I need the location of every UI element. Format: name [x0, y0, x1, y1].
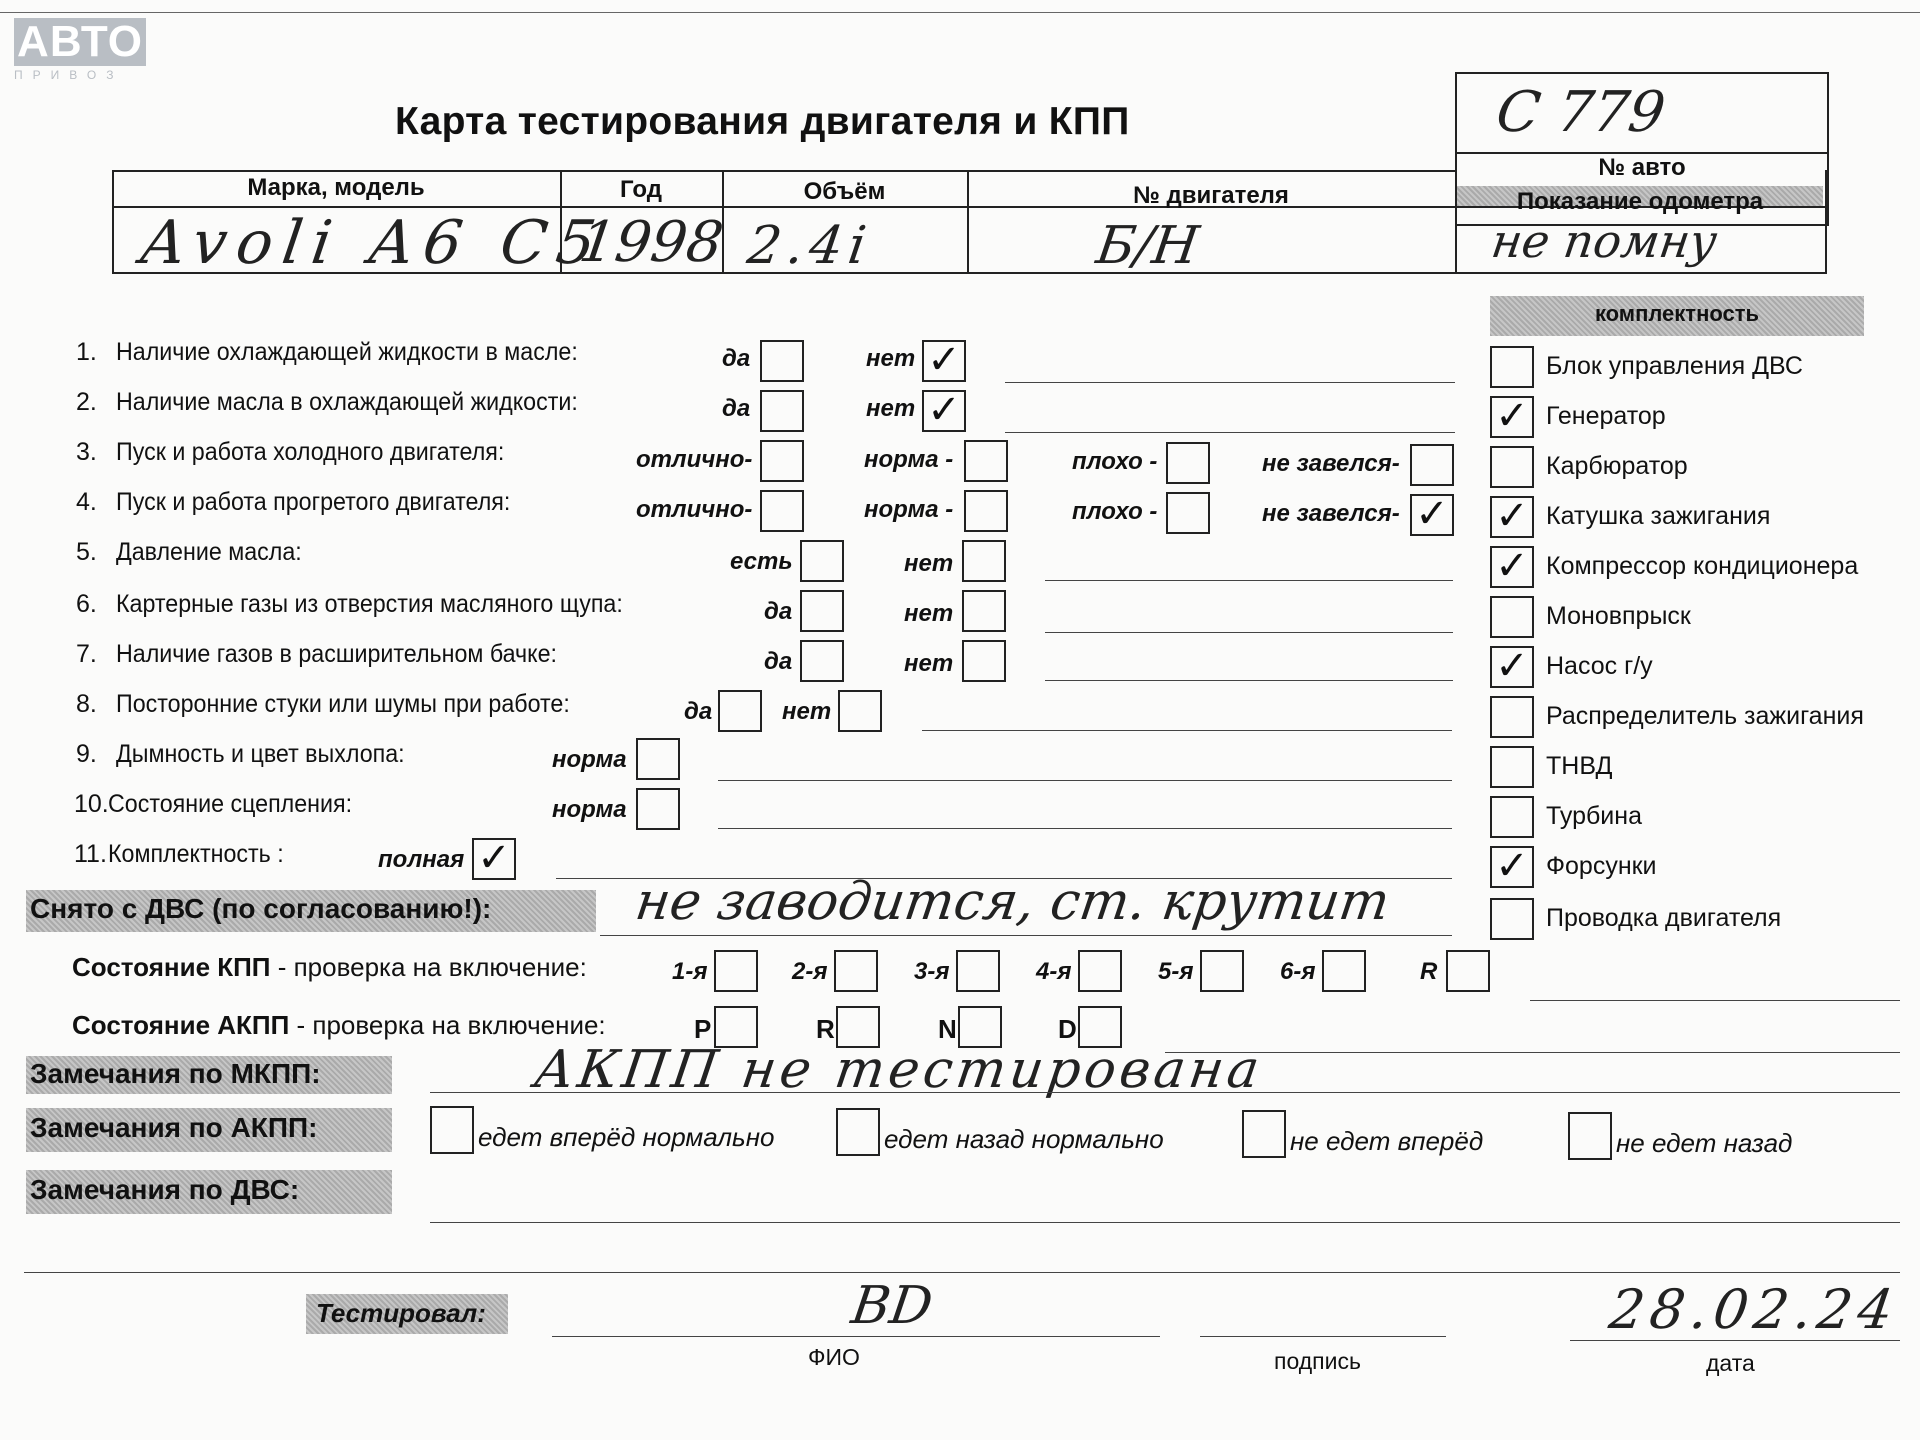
kit-item-11-label: Форсунки — [1546, 852, 1657, 880]
header-volume-label: Объём — [803, 178, 886, 205]
header-table — [112, 170, 1825, 278]
logo — [14, 17, 148, 82]
kpp-gear-7-label: R — [1420, 958, 1438, 985]
akpp-label-title: Состояние АКПП — [72, 1010, 290, 1040]
q1-no-checkbox[interactable]: ✓ — [922, 340, 966, 382]
q8-no-checkbox[interactable] — [838, 690, 882, 732]
question-5-text: Давление масла: — [116, 538, 302, 566]
q7-yes-checkbox[interactable] — [800, 640, 844, 682]
kpp-gear-1-label: 1-я — [672, 958, 708, 985]
kit-item-7-label: Насос г/у — [1546, 652, 1653, 680]
header-odometer-value: не помну — [1488, 214, 1721, 268]
kpp-gear-3-label: 3-я — [914, 958, 950, 985]
kpp-gear-3-checkbox[interactable] — [956, 950, 1000, 992]
kit-header: комплектность — [1594, 301, 1760, 326]
car-number-value: С 779 — [1492, 80, 1670, 145]
q5-present-checkbox[interactable] — [800, 540, 844, 582]
kpp-gear-2-label: 2-я — [792, 958, 828, 985]
kit-item-10-checkbox[interactable] — [1490, 796, 1534, 838]
signature-label: подпись — [1274, 1348, 1361, 1374]
q3-bad-checkbox[interactable] — [1166, 442, 1210, 484]
q8-yes-label: да — [684, 698, 713, 725]
question-9-text: Дымность и цвет выхлопа: — [116, 740, 405, 768]
q3-not-started-checkbox[interactable] — [1410, 444, 1454, 486]
kpp-gear-6-checkbox[interactable] — [1322, 950, 1366, 992]
question-8-text: Посторонние стуки или шумы при работе: — [116, 690, 570, 718]
kit-item-2-checkbox[interactable]: ✓ — [1490, 396, 1534, 438]
question-2-number: 2. — [76, 388, 97, 416]
remarks-mkpp-value: АКПП не тестирована — [530, 1040, 1267, 1100]
question-9-number: 9. — [76, 740, 97, 768]
q8-no-label: нет — [782, 698, 832, 725]
q1-yes-label: да — [722, 345, 751, 372]
akpp-no-backward-label: не едет назад — [1616, 1128, 1793, 1158]
question-1-number: 1. — [76, 338, 97, 366]
header-odometer-label: Показание одометра — [1516, 188, 1764, 215]
question-8-number: 8. — [76, 690, 97, 718]
tested-by-label: Тестировал: — [316, 1298, 486, 1328]
q4-bad-checkbox[interactable] — [1166, 492, 1210, 534]
akpp-backward-ok-label: едет назад нормально — [884, 1124, 1164, 1154]
kit-item-8-checkbox[interactable] — [1490, 696, 1534, 738]
question-3-text: Пуск и работа холодного двигателя: — [116, 438, 505, 466]
q9-normal-checkbox[interactable] — [636, 738, 680, 780]
q5-no-checkbox[interactable] — [962, 540, 1006, 582]
kpp-label-title: Состояние КПП — [72, 952, 271, 982]
kpp-gear-1-checkbox[interactable] — [714, 950, 758, 992]
q4-bad-label: плохо - — [1072, 498, 1158, 525]
kit-item-1-checkbox[interactable] — [1490, 346, 1534, 388]
kit-item-3-label: Карбюратор — [1546, 452, 1688, 480]
kit-item-3-checkbox[interactable] — [1490, 446, 1534, 488]
kit-item-11-checkbox[interactable]: ✓ — [1490, 846, 1534, 888]
kpp-gear-4-checkbox[interactable] — [1078, 950, 1122, 992]
page-title: Карта тестирования двигателя и КПП — [395, 100, 1130, 143]
date-value: 28.02.24 — [1605, 1278, 1903, 1341]
q4-not-started-checkbox[interactable]: ✓ — [1410, 494, 1454, 536]
q5-present-label: есть — [730, 548, 793, 575]
akpp-no-backward-checkbox[interactable] — [1568, 1112, 1612, 1160]
kpp-label-suffix: - проверка на включение: — [270, 952, 587, 982]
akpp-mode-3-label: N — [938, 1014, 957, 1044]
q6-yes-checkbox[interactable] — [800, 590, 844, 632]
q4-normal-label: норма - — [864, 496, 954, 523]
question-10-text: Состояние сцепления: — [108, 790, 353, 818]
header-engine-number-value: Б/Н — [1092, 216, 1203, 276]
akpp-backward-ok-checkbox[interactable] — [836, 1108, 880, 1156]
kpp-gear-2-checkbox[interactable] — [834, 950, 878, 992]
question-6-text: Картерные газы из отверстия масляного щупа: — [116, 590, 623, 618]
header-volume-value: 2.4i — [743, 216, 876, 276]
date-label: дата — [1706, 1350, 1755, 1376]
q4-excellent-label: отлично- — [636, 496, 753, 523]
q1-no-label: нет — [866, 345, 916, 372]
kit-item-5-checkbox[interactable]: ✓ — [1490, 546, 1534, 588]
kit-item-4-checkbox[interactable]: ✓ — [1490, 496, 1534, 538]
q4-normal-checkbox[interactable] — [964, 490, 1008, 532]
header-year-value: 1998 — [575, 210, 728, 275]
header-engine-number-label: № двигателя — [1133, 182, 1289, 209]
question-1-text: Наличие охлаждающей жидкости в масле: — [116, 338, 578, 366]
q7-no-label: нет — [904, 650, 954, 677]
q5-no-label: нет — [904, 550, 954, 577]
kit-item-4-label: Катушка зажигания — [1546, 502, 1771, 530]
header-year-label: Год — [620, 176, 662, 203]
remarks-dvs-label: Замечания по ДВС: — [30, 1174, 300, 1205]
q10-normal-label: норма — [552, 796, 627, 823]
q3-not-started-label: не завелся- — [1262, 450, 1400, 477]
kit-item-5-label: Компрессор кондиционера — [1546, 552, 1859, 580]
question-4-text: Пуск и работа прогретого двигателя: — [116, 488, 511, 516]
q9-normal-label: норма — [552, 746, 627, 773]
akpp-no-forward-label: не едет вперёд — [1290, 1126, 1484, 1156]
akpp-mode-2-label: R — [816, 1014, 835, 1044]
akpp-mode-4-label: D — [1058, 1014, 1077, 1044]
kit-item-12-checkbox[interactable] — [1490, 898, 1534, 940]
kit-item-1-label: Блок управления ДВС — [1546, 352, 1803, 380]
q3-excellent-label: отлично- — [636, 446, 753, 473]
logo-subtitle: ПРИВОЗ — [14, 68, 124, 82]
q6-no-label: нет — [904, 600, 954, 627]
q3-bad-label: плохо - — [1072, 448, 1158, 475]
q3-normal-label: норма - — [864, 446, 954, 473]
akpp-forward-ok-checkbox[interactable] — [430, 1106, 474, 1154]
header-make-value: Avoli A6 C5 — [137, 208, 610, 278]
fio-value: BD — [847, 1276, 937, 1336]
q2-yes-checkbox[interactable] — [760, 390, 804, 432]
kit-item-8-label: Распределитель зажигания — [1546, 702, 1864, 730]
q4-excellent-checkbox[interactable] — [760, 490, 804, 532]
removed-label: Снято с ДВС (по согласованию!): — [30, 893, 492, 924]
q8-yes-checkbox[interactable] — [718, 690, 762, 732]
remarks-mkpp-label: Замечания по МКПП: — [30, 1058, 321, 1089]
question-10-number: 10. — [74, 790, 109, 818]
q10-normal-checkbox[interactable] — [636, 788, 680, 830]
q11-full-checkbox[interactable]: ✓ — [472, 838, 516, 880]
question-11-text: Комплектность : — [108, 840, 284, 868]
remarks-akpp-label: Замечания по АКПП: — [30, 1112, 318, 1143]
logo-text: АВТО — [14, 18, 146, 66]
car-number-label: № авто — [1598, 154, 1686, 181]
akpp-label-suffix: - проверка на включение: — [289, 1010, 606, 1040]
akpp-forward-ok-label: едет вперёд нормально — [478, 1122, 775, 1152]
question-7-text: Наличие газов в расширительном бачке: — [116, 640, 557, 668]
q3-normal-checkbox[interactable] — [964, 440, 1008, 482]
q2-yes-label: да — [722, 395, 751, 422]
akpp-mode-1-label: P — [694, 1014, 712, 1044]
question-7-number: 7. — [76, 640, 97, 668]
kpp-gear-7-checkbox[interactable] — [1446, 950, 1490, 992]
question-6-number: 6. — [76, 590, 97, 618]
question-2-text: Наличие масла в охлаждающей жидкости: — [116, 388, 578, 416]
question-3-number: 3. — [76, 438, 97, 466]
kpp-label — [72, 952, 587, 983]
kpp-gear-5-checkbox[interactable] — [1200, 950, 1244, 992]
q2-no-checkbox[interactable]: ✓ — [922, 390, 966, 432]
kit-item-6-label: Моновпрыск — [1546, 602, 1691, 630]
kit-item-9-checkbox[interactable] — [1490, 746, 1534, 788]
akpp-no-forward-checkbox[interactable] — [1242, 1110, 1286, 1158]
q2-no-label: нет — [866, 395, 916, 422]
kit-item-10-label: Турбина — [1546, 802, 1642, 830]
q1-yes-checkbox[interactable] — [760, 340, 804, 382]
q7-no-checkbox[interactable] — [962, 640, 1006, 682]
q11-full-label: полная — [378, 846, 465, 873]
q7-yes-label: да — [764, 648, 793, 675]
kpp-gear-6-label: 6-я — [1280, 958, 1316, 985]
q6-yes-label: да — [764, 598, 793, 625]
removed-value: не заводится, ст. крутит — [631, 872, 1394, 932]
kpp-gear-4-label: 4-я — [1036, 958, 1072, 985]
kit-item-6-checkbox[interactable] — [1490, 596, 1534, 638]
question-5-number: 5. — [76, 538, 97, 566]
q4-not-started-label: не завелся- — [1262, 500, 1400, 527]
kit-item-12-label: Проводка двигателя — [1546, 904, 1782, 932]
q6-no-checkbox[interactable] — [962, 590, 1006, 632]
kpp-gear-5-label: 5-я — [1158, 958, 1194, 985]
header-make-label: Марка, модель — [247, 174, 425, 201]
q3-excellent-checkbox[interactable] — [760, 440, 804, 482]
kit-item-9-label: ТНВД — [1546, 752, 1613, 780]
question-4-number: 4. — [76, 488, 97, 516]
fio-label: ФИО — [808, 1344, 860, 1370]
question-11-number: 11. — [74, 840, 107, 868]
kit-item-2-label: Генератор — [1546, 402, 1666, 430]
akpp-label — [72, 1010, 606, 1041]
kit-item-7-checkbox[interactable]: ✓ — [1490, 646, 1534, 688]
